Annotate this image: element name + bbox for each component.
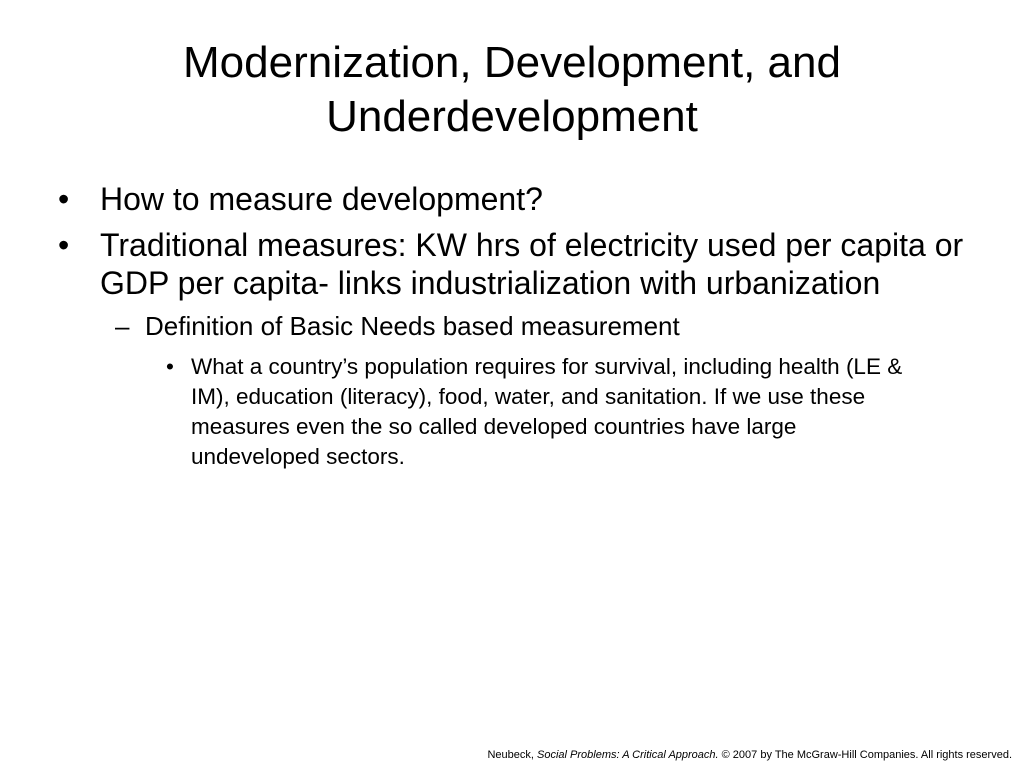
sub-sub-bullet-text: What a country’s population requires for survival, including health (LE & IM), education (literacy), food, water, and sanitation. If we use these measures even the so called developed countries have large undeveloped sectors. <box>191 354 903 469</box>
sub-bullet-text: Definition of Basic Needs based measurement <box>145 311 680 341</box>
footer-rights: © 2007 by The McGraw-Hill Companies. All rights reserved. <box>718 749 1012 761</box>
title-line-1: Modernization, Development, and <box>183 38 841 87</box>
bullet-traditional-measures <box>58 226 968 302</box>
title-line-2: Underdevelopment <box>326 92 698 141</box>
bullet-marker: • <box>58 181 70 217</box>
dash-marker: – <box>115 311 130 341</box>
sub-sub-bullet-survival-needs <box>166 352 931 472</box>
copyright-footer <box>487 748 1012 762</box>
slide-body <box>58 180 968 472</box>
small-bullet-marker: • <box>166 354 174 379</box>
bullet-marker: • <box>58 227 70 263</box>
bullet-text: How to measure development? <box>100 181 543 217</box>
bullet-measure-development <box>58 180 968 218</box>
bullet-text: Traditional measures: KW hrs of electricity used per capita or GDP per capita- links industrialization with urbanization <box>100 227 964 301</box>
sub-bullet-basic-needs <box>115 310 968 342</box>
footer-book-title: Social Problems: A Critical Approach. <box>537 749 719 761</box>
slide-title <box>60 36 964 144</box>
footer-author: Neubeck, <box>487 749 538 761</box>
